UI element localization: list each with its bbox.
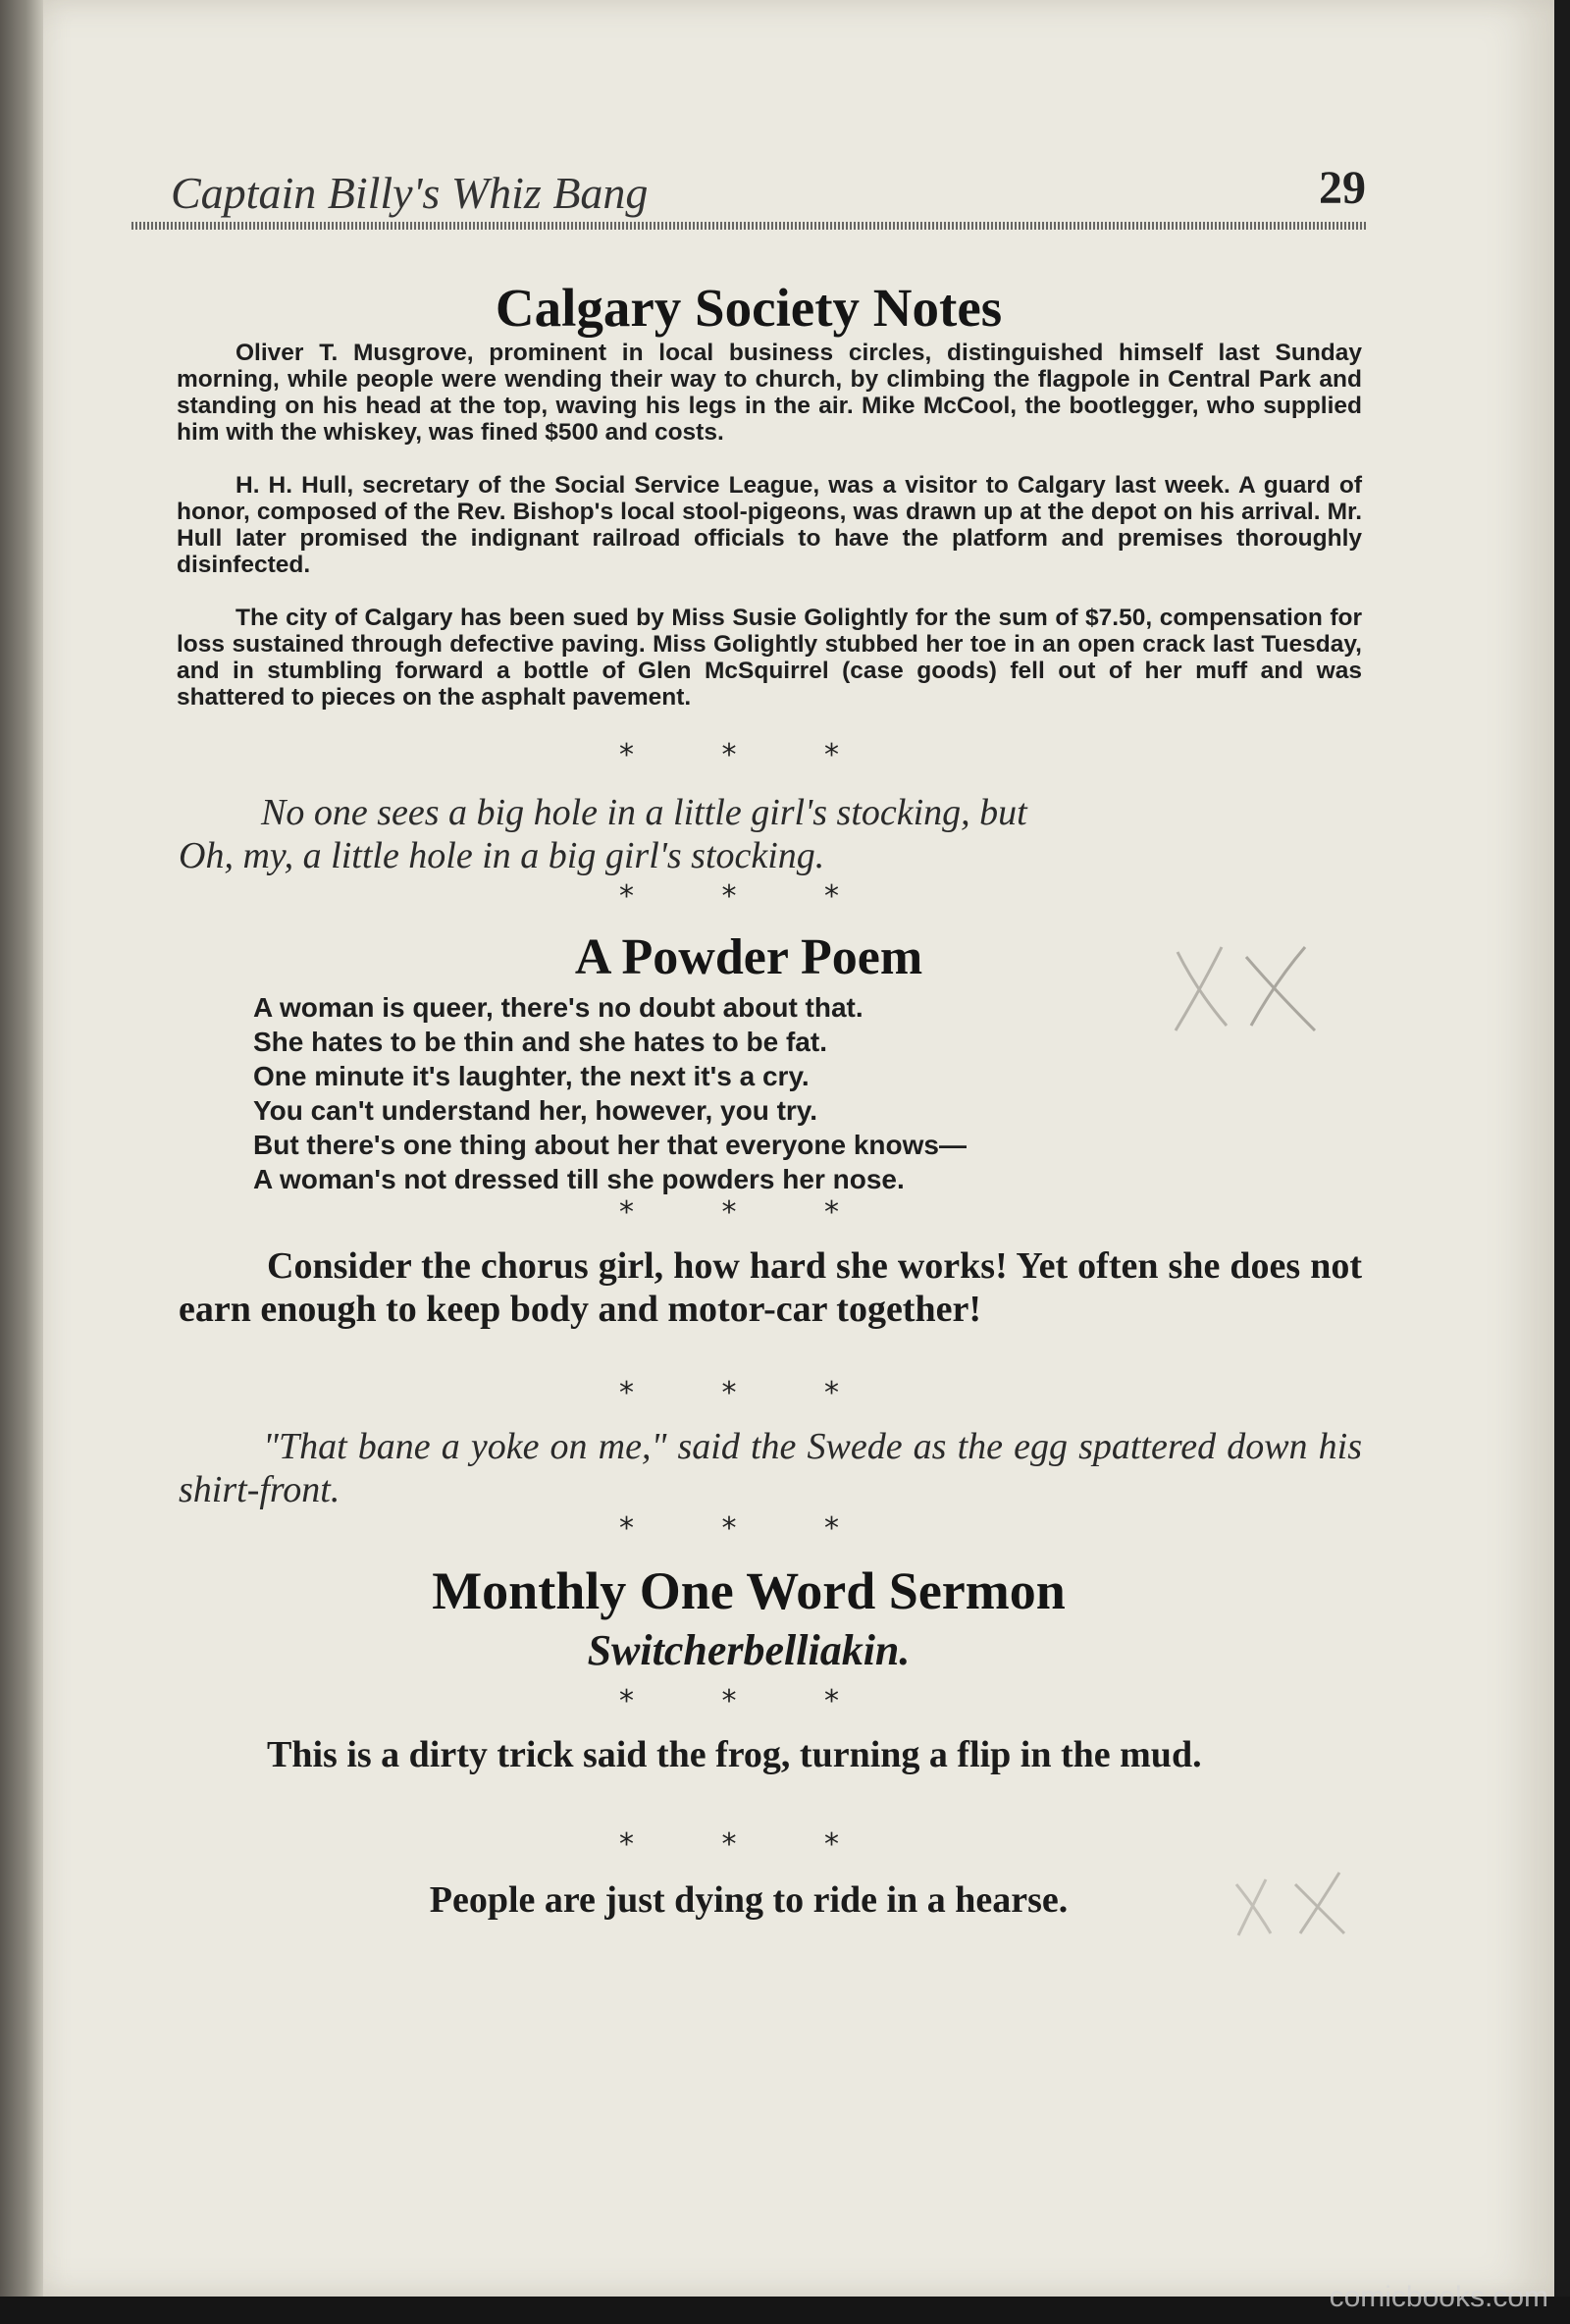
sermon-word: Switcherbelliakin. [587,1626,911,1674]
page-header [131,162,1366,226]
poem-line: She hates to be thin and she hates to be fat. [253,1027,827,1057]
separator-5: * * * [618,1511,879,1546]
society-paragraph-1: Oliver T. Musgrove, prominent in local business circles, distinguished himself last Sunday morning, while people were wending their way to church, by climbing the flagpole in Central Park and standing on his head at the top, waving his legs in the air. Mike McCool, the bootlegger, who supplied him with the whiskey, was fined $500 and costs. [177,340,1362,446]
powder-poem-title: A Powder Poem [574,929,923,985]
swede-joke: "That bane a yoke on me," said the Swede as the egg spattered down his shirt-front. [179,1426,1362,1510]
frog-joke: This is a dirty trick said the frog, turning a flip in the mud. [267,1734,1202,1775]
stocking-joke-line-1: No one sees a big hole in a little girl's stocking, but [261,792,1027,833]
poem-line: A woman's not dressed till she powders her nose. [253,1164,905,1194]
poem-line: A woman is queer, there's no doubt about that. [253,992,864,1023]
separator-4: * * * [618,1376,879,1410]
society-paragraph-2: H. H. Hull, secretary of the Social Service League, was a visitor to Calgary last week. A guard of honor, composed of the Rev. Bishop's local stool-pigeons, was drawn up at the depot on his arrival. Mr. Hull later promised the indignant railroad officials to have the platform and premises thoroughly disinfected. [177,472,1362,578]
hearse-joke: People are just dying to ride in a hearse. [429,1879,1069,1921]
separator-7: * * * [618,1827,879,1862]
separator-1: * * * [618,738,879,772]
separator-6: * * * [618,1684,879,1718]
pencil-xx-mark-1 [1158,932,1334,1040]
header-rule [131,222,1366,230]
page-number: 29 [1319,162,1366,214]
sermon-title: Monthly One Word Sermon [432,1561,1066,1620]
page-left-edge [0,0,43,2324]
pencil-xx-mark-2 [1227,1865,1364,1943]
poem-line: But there's one thing about her that everyone knows— [253,1130,967,1160]
poem-line: One minute it's laughter, the next it's a cry. [253,1061,810,1091]
society-paragraph-3: The city of Calgary has been sued by Miss Susie Golightly for the sum of $7.50, compensation for loss sustained through defective paving. Miss Golightly stubbed her toe in an open crack last Tuesday, and in stumbling forward a bottle of Glen McSquirrel (case goods) fell out of her muff and was shattered to pieces on the asphalt pavement. [177,605,1362,711]
poem-line: You can't understand her, however, you try. [253,1095,818,1126]
chorus-girl-joke: Consider the chorus girl, how hard she works! Yet often she does not earn enough to keep body and motor-car together! [179,1245,1362,1330]
site-watermark: comicbooks.com [1329,2281,1548,2313]
calgary-society-title: Calgary Society Notes [495,278,1003,338]
stocking-joke-line-2: Oh, my, a little hole in a big girl's stocking. [179,835,825,876]
running-title: Captain Billy's Whiz Bang [171,168,649,218]
separator-3: * * * [618,1195,879,1230]
separator-2: * * * [618,879,879,914]
